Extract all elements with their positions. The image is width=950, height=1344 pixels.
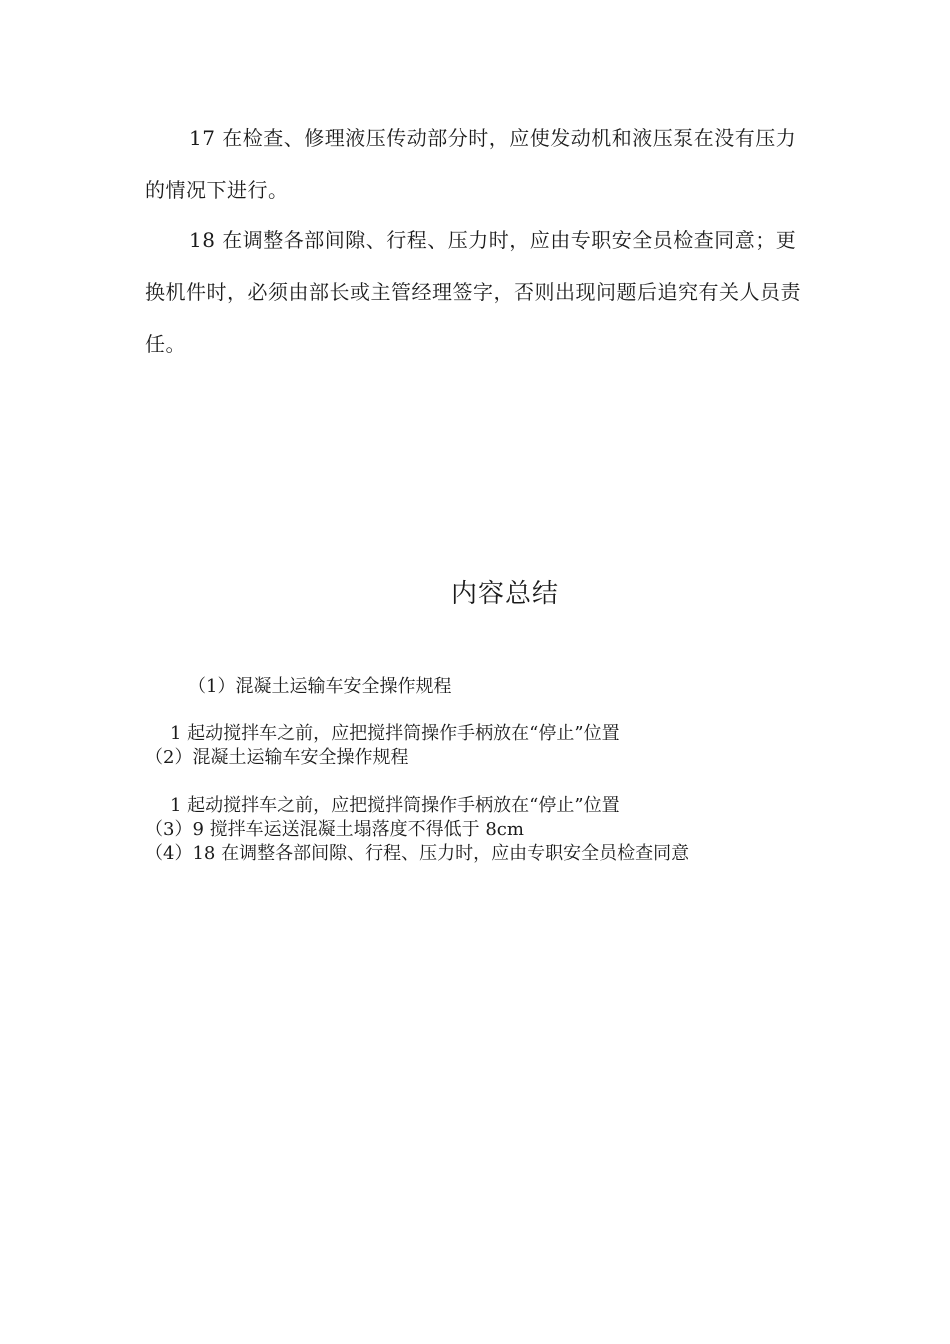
summary-title: 内容总结 — [450, 579, 559, 609]
summary-line: 1 起动搅拌车之前，应把搅拌筒操作手柄放在“停止”位置 — [170, 723, 620, 744]
summary-line: （4）18 在调整各部间隙、行程、压力时，应由专职安全员检查同意 — [145, 843, 690, 864]
summary-line: （1）混凝土运输车安全操作规程 — [188, 676, 452, 697]
paragraph-17 — [145, 112, 805, 216]
paragraph-17-text: 17 在检查、修理液压传动部分时，应使发动机和液压泵在没有压力的情况下进行。 — [145, 126, 797, 202]
paragraph-18-text: 18 在调整各部间隙、行程、压力时，应由专职安全员检查同意；更换机件时，必须由部长或主管经理签字，否则出现问题后追究有关人员责任。 — [145, 228, 801, 356]
paragraph-18 — [145, 214, 805, 370]
summary-line: 1 起动搅拌车之前，应把搅拌筒操作手柄放在“停止”位置 — [170, 795, 620, 816]
summary-line: （3）9 搅拌车运送混凝土塌落度不得低于 8cm — [145, 819, 524, 840]
summary-line: （2）混凝土运输车安全操作规程 — [145, 747, 409, 768]
